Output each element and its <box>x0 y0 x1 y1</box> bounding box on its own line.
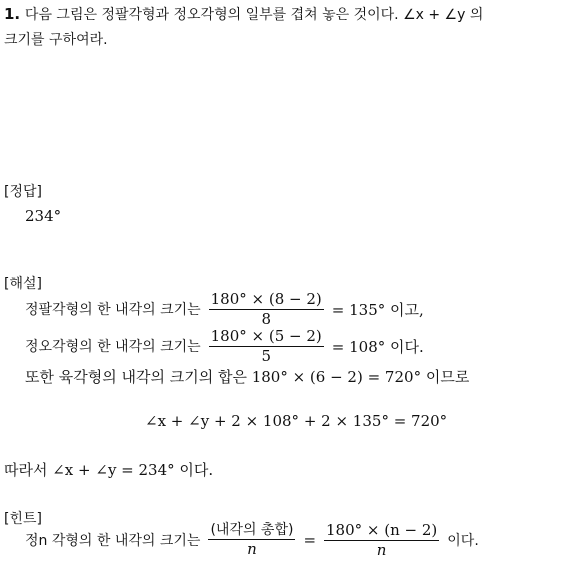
fraction-numerator: 180° × (8 − 2) <box>210 290 322 308</box>
hint-line <box>25 522 479 558</box>
solution-line1-suffix: = 135° 이고, <box>331 300 424 319</box>
solution-line2-suffix: = 108° 이다. <box>331 337 424 356</box>
question-number: 1. <box>4 5 21 23</box>
hint-prefix: 정n 각형의 한 내각의 크기는 <box>25 533 201 549</box>
solution-line1 <box>25 291 424 327</box>
hint-suffix: 이다. <box>447 533 479 549</box>
solution-line3: 또한 육각형의 내각의 크기의 합은 180° × (6 − 2) = 720° 이므로 <box>25 368 470 386</box>
fraction-denominator: 8 <box>261 309 271 328</box>
answer-header: [정답] <box>4 184 42 200</box>
solution-line2-prefix: 정오각형의 한 내각의 크기는 <box>25 339 201 355</box>
fraction-denominator: n <box>247 539 257 558</box>
fraction-denominator: 5 <box>261 346 271 365</box>
hint-header: [힌트] <box>4 511 42 527</box>
question-block <box>4 4 483 24</box>
answer-value: 234° <box>25 207 62 225</box>
solution-header: [해설] <box>4 276 42 292</box>
fraction-numerator: (내각의 총합) <box>208 523 295 540</box>
solution-line1-fraction <box>209 291 324 327</box>
hint-fraction1 <box>208 523 295 558</box>
hint-fraction2 <box>324 522 439 558</box>
solution-line2-fraction <box>209 328 324 364</box>
question-text-line2: 크기를 구하여라. <box>4 32 108 48</box>
solution-line1-prefix: 정팔각형의 한 내각의 크기는 <box>25 302 201 318</box>
fraction-denominator: n <box>376 540 387 559</box>
solution-line2 <box>25 328 424 364</box>
hint-equals: = <box>303 531 317 549</box>
fraction-numerator: 180° × (n − 2) <box>326 521 438 539</box>
solution-conclusion: 따라서 ∠x + ∠y = 234° 이다. <box>4 461 214 479</box>
question-text-line1: 다음 그림은 정팔각형과 정오각형의 일부를 겹쳐 놓은 것이다. ∠x + ∠y 의 <box>24 7 484 23</box>
fraction-numerator: 180° × (5 − 2) <box>210 327 322 345</box>
solution-equation: ∠x + ∠y + 2 × 108° + 2 × 135° = 720° <box>145 412 448 430</box>
